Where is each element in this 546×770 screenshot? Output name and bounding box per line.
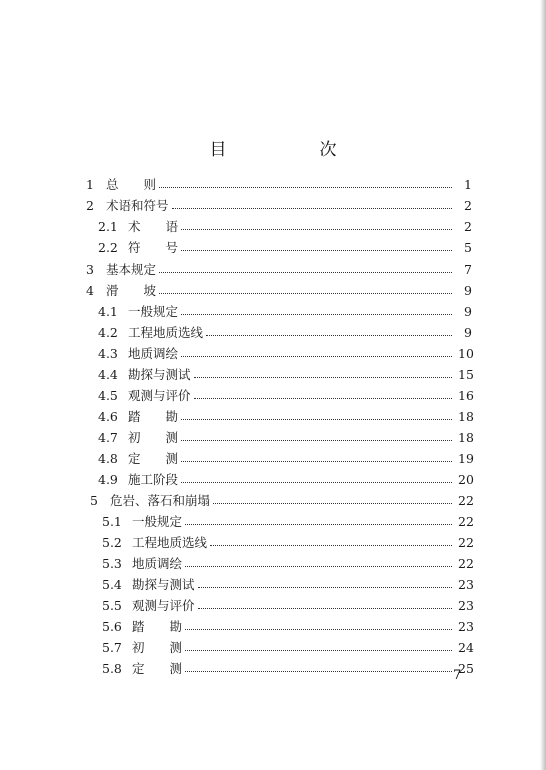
toc-entry[interactable]: [102, 513, 472, 529]
toc-dot-leader: [210, 544, 452, 546]
toc-entry[interactable]: [86, 176, 472, 192]
toc-entry-number: 2: [86, 197, 94, 213]
toc-entry-label: 总 则: [106, 177, 157, 192]
toc-entry-label: 地质调绘: [128, 346, 179, 361]
toc-dot-leader: [185, 523, 452, 525]
toc-dot-leader: [159, 271, 452, 273]
toc-entry-page: 9: [464, 282, 472, 298]
toc-dot-leader: [194, 376, 452, 378]
toc-entry-label: 施工阶段: [128, 472, 179, 487]
toc-entry-page: 18: [458, 408, 474, 424]
toc-entry-label: 初 测: [128, 430, 179, 445]
toc-dot-leader: [194, 397, 452, 399]
toc-dot-leader: [181, 460, 452, 462]
toc-entry-number: 4.1: [98, 303, 118, 319]
toc-dot-leader: [181, 313, 452, 315]
toc-entry[interactable]: [102, 597, 472, 613]
toc-entry-page: 23: [458, 576, 474, 592]
toc-entry-label: 定 测: [132, 661, 183, 676]
toc-entry[interactable]: [102, 555, 472, 571]
toc-entry[interactable]: [98, 218, 472, 234]
toc-entry[interactable]: [86, 282, 472, 298]
toc-entry-number: 5.2: [102, 534, 122, 550]
toc-entry-number: 4.8: [98, 450, 118, 466]
toc-dot-leader: [181, 355, 452, 357]
toc-entry[interactable]: [98, 366, 472, 382]
toc-entry-label: 一般规定: [132, 514, 183, 529]
toc-dot-leader: [159, 186, 452, 188]
toc-entry-page: 5: [464, 239, 472, 255]
toc-entry-label: 工程地质选线: [132, 535, 208, 550]
toc-entry-page: 1: [464, 176, 472, 192]
toc-entry-number: 5.5: [102, 597, 122, 613]
toc-entry-number: 4.9: [98, 471, 118, 487]
toc-entry[interactable]: [102, 639, 472, 655]
toc-entry[interactable]: [98, 471, 472, 487]
toc-entry-label: 危岩、落石和崩塌: [110, 493, 211, 508]
toc-entry-number: 4.6: [98, 408, 118, 424]
toc-dot-leader: [185, 649, 452, 651]
toc-entry-page: 9: [464, 324, 472, 340]
toc-title: 目 次: [209, 140, 375, 160]
toc-dot-leader: [181, 439, 452, 441]
toc-entry-label: 滑 坡: [106, 283, 157, 298]
toc-entry-page: 16: [458, 387, 474, 403]
toc-entry-label: 基本规定: [106, 262, 157, 277]
toc-entry-number: 2.1: [98, 218, 118, 234]
toc-entry[interactable]: [98, 450, 472, 466]
toc-entry-label: 工程地质选线: [128, 325, 204, 340]
toc-entry-page: 22: [458, 513, 474, 529]
toc-entry-label: 符 号: [128, 240, 179, 255]
toc-dot-leader: [181, 481, 452, 483]
toc-entry-page: 2: [464, 197, 472, 213]
toc-dot-leader: [198, 586, 452, 588]
toc-entry[interactable]: [102, 618, 472, 634]
toc-dot-leader: [172, 207, 452, 209]
toc-entry-number: 4.2: [98, 324, 118, 340]
toc-entry-label: 术 语: [128, 219, 179, 234]
toc-entry[interactable]: [98, 387, 472, 403]
toc-entry-number: 4.3: [98, 345, 118, 361]
toc-entry-page: 2: [464, 218, 472, 234]
toc-dot-leader: [181, 418, 452, 420]
toc-entry-number: 5.7: [102, 639, 122, 655]
toc-entry-number: 5.1: [102, 513, 122, 529]
toc-entry-page: 7: [464, 261, 472, 277]
toc-entry-page: 23: [458, 597, 474, 613]
toc-entry-label: 观测与评价: [128, 388, 191, 403]
toc-entry-label: 勘探与测试: [128, 367, 191, 382]
toc-entry-label: 初 测: [132, 640, 183, 655]
toc-dot-leader: [206, 334, 452, 336]
toc-dot-leader: [181, 249, 452, 251]
toc-entry[interactable]: [90, 492, 472, 508]
toc-entry-label: 定 测: [128, 451, 179, 466]
toc-entry-page: 19: [458, 450, 474, 466]
toc-entry[interactable]: [86, 261, 472, 277]
toc-entry-number: 5: [90, 492, 98, 508]
toc-entry[interactable]: [98, 239, 472, 255]
toc-entry-label: 观测与评价: [132, 598, 195, 613]
toc-dot-leader: [185, 628, 452, 630]
toc-entry[interactable]: [98, 429, 472, 445]
toc-entry-number: 4.7: [98, 429, 118, 445]
toc-entry[interactable]: [98, 408, 472, 424]
toc-dot-leader: [181, 228, 452, 230]
toc-entry-page: 9: [464, 303, 472, 319]
toc-entry-page: 24: [458, 639, 474, 655]
toc-entry[interactable]: [98, 324, 472, 340]
toc-entry-label: 踏 勘: [128, 409, 179, 424]
toc-entry-number: 5.4: [102, 576, 122, 592]
toc-entry-page: 22: [458, 492, 474, 508]
toc-dot-leader: [213, 502, 452, 504]
toc-entry-label: 地质调绘: [132, 556, 183, 571]
toc-entry-number: 5.3: [102, 555, 122, 571]
toc-dot-leader: [185, 670, 452, 672]
toc-entry-page: 20: [458, 471, 474, 487]
toc-entry[interactable]: [102, 576, 472, 592]
toc-entry-page: 22: [458, 555, 474, 571]
toc-entry-number: 5.8: [102, 660, 122, 676]
toc-entry[interactable]: [102, 660, 472, 676]
toc-entry-number: 2.2: [98, 239, 118, 255]
toc-entry-label: 勘探与测试: [132, 577, 195, 592]
toc-entry-number: 5.6: [102, 618, 122, 634]
toc-entry[interactable]: [86, 197, 472, 213]
toc-entry-page: 10: [458, 345, 474, 361]
toc-entry-number: 1: [86, 176, 94, 192]
toc-entry-page: 22: [458, 534, 474, 550]
toc-entry-label: 一般规定: [128, 304, 179, 319]
toc-entry-number: 4: [86, 282, 94, 298]
toc-entry[interactable]: [102, 534, 472, 550]
toc-entry-page: 23: [458, 618, 474, 634]
page-number: 7: [453, 668, 462, 683]
toc-entry-label: 术语和符号: [106, 198, 169, 213]
page-edge-shadow: [540, 0, 546, 770]
toc-entry-page: 25: [458, 660, 474, 676]
toc-dot-leader: [159, 292, 452, 294]
toc-entry-page: 18: [458, 429, 474, 445]
toc-entry[interactable]: [98, 345, 472, 361]
toc-entry[interactable]: [98, 303, 472, 319]
toc-dot-leader: [198, 607, 452, 609]
toc-entry-number: 4.5: [98, 387, 118, 403]
toc-entry-label: 踏 勘: [132, 619, 183, 634]
toc-entry-number: 4.4: [98, 366, 118, 382]
toc-entry-number: 3: [86, 261, 94, 277]
toc-dot-leader: [185, 565, 452, 567]
toc-entry-page: 15: [458, 366, 474, 382]
